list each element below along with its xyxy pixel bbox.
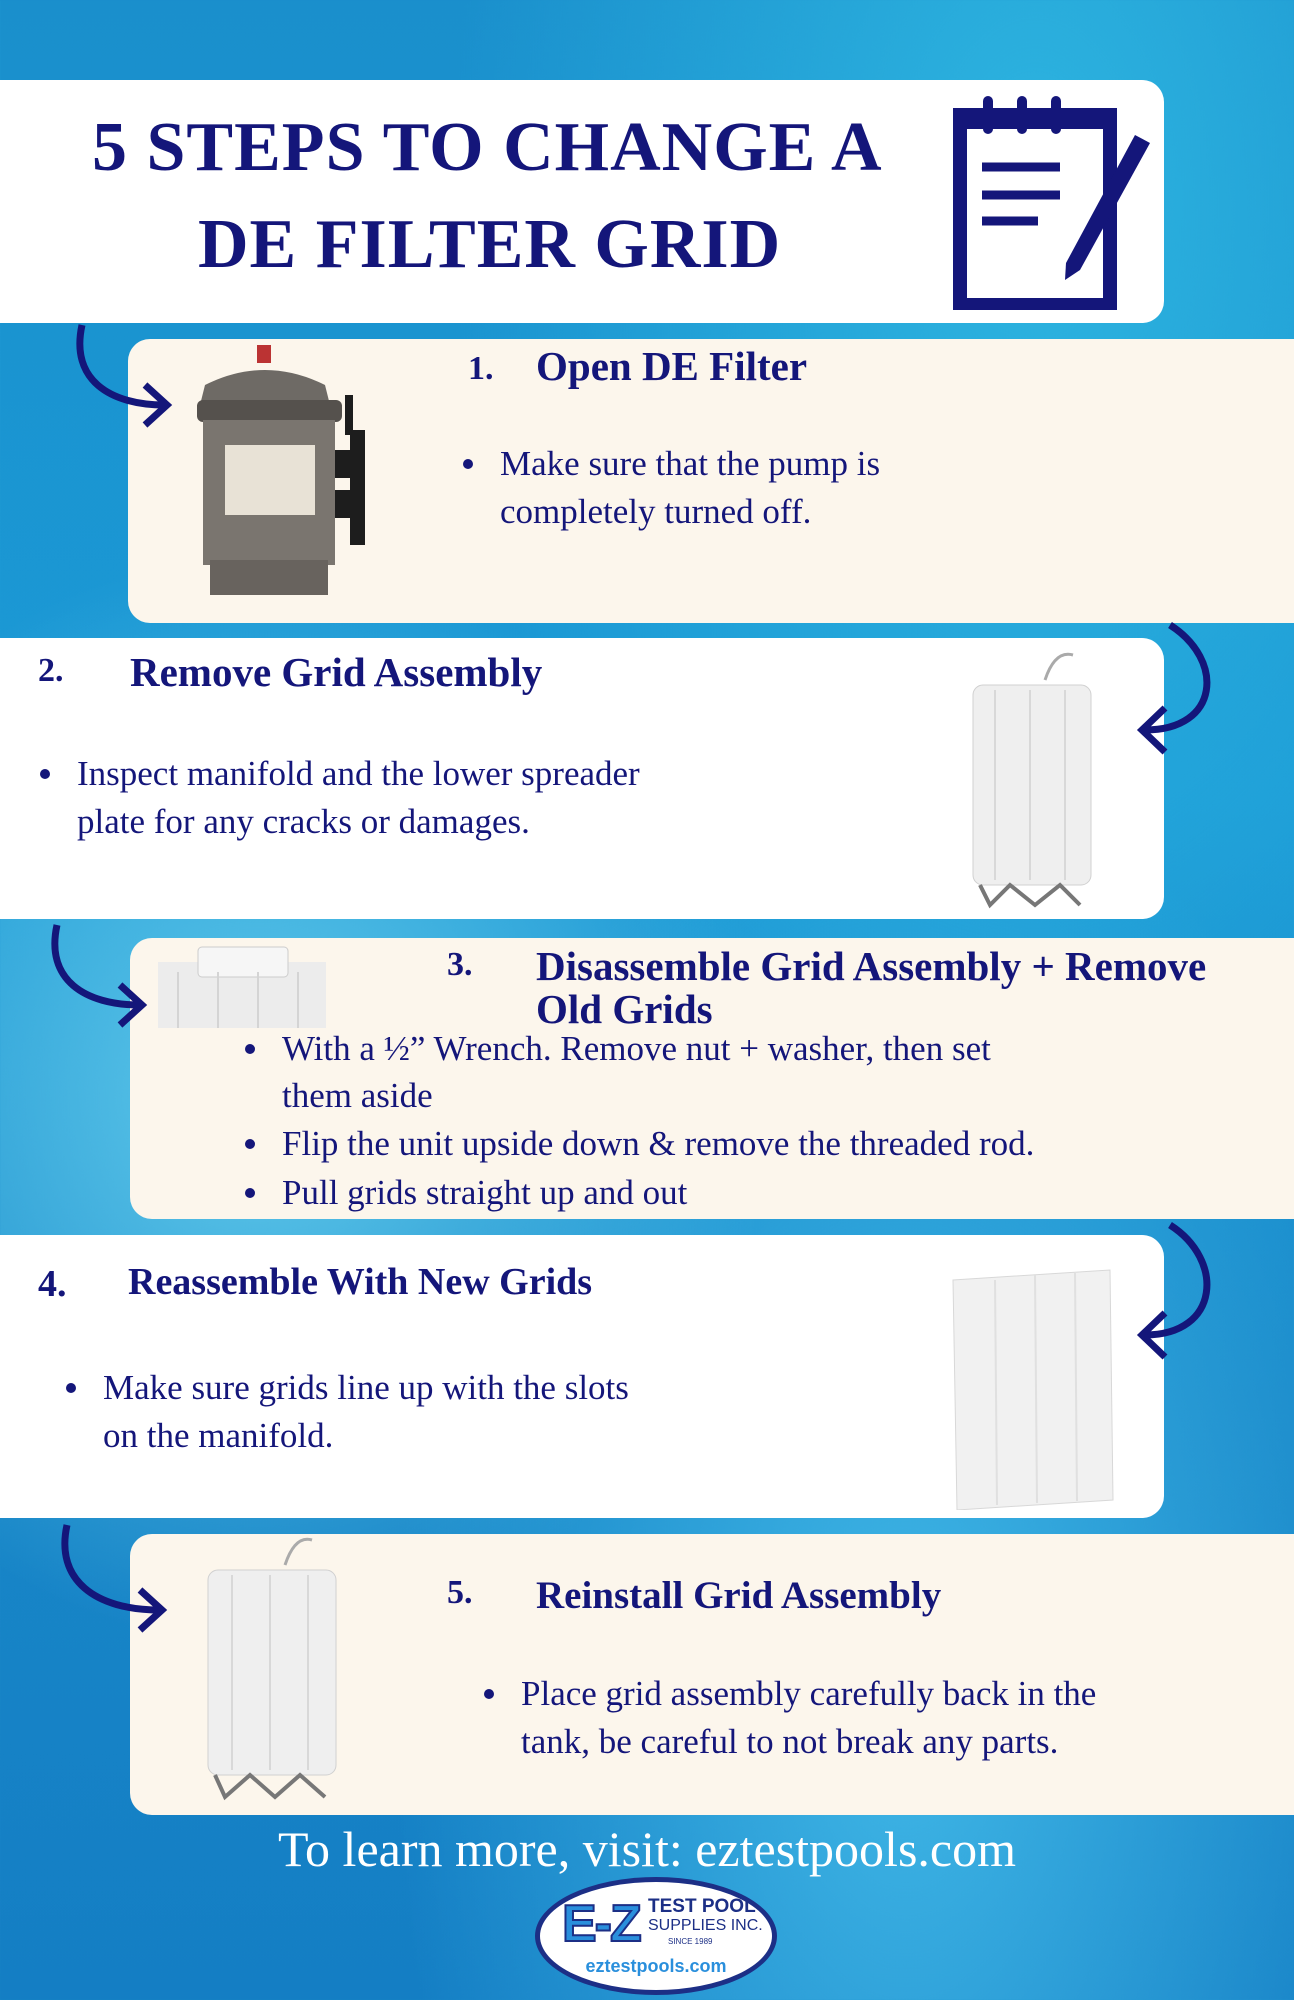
step-5-bullet-line: Place grid assembly carefully back in the: [521, 1674, 1097, 1713]
logo-since: SINCE 1989: [668, 1937, 713, 1946]
logo-url: eztestpools.com: [585, 1956, 727, 1976]
step-4-number: 4.: [38, 1263, 67, 1305]
grid-assembly-image: [200, 1535, 345, 1805]
step-2-number: 2.: [38, 652, 64, 689]
step-4-bullet-line: on the manifold.: [103, 1416, 334, 1455]
step-5-number: 5.: [447, 1574, 473, 1611]
step-2-bullet-line: plate for any cracks or damages.: [77, 802, 530, 841]
step-5-bullet-line: tank, be careful to not break any parts.: [521, 1722, 1059, 1761]
notepad-pencil-icon: [950, 95, 1160, 310]
step-2-heading: Remove Grid Assembly: [130, 649, 543, 695]
bullet-icon: [463, 459, 473, 469]
bullet-icon: [66, 1383, 76, 1393]
curved-arrow-icon: [55, 1520, 175, 1640]
de-filter-tank-image: [185, 345, 385, 600]
logo-mark: E-Z: [562, 1895, 640, 1953]
step-3-heading-line: Disassemble Grid Assembly + Remove: [536, 943, 1207, 989]
step-1-bullet-line: completely turned off.: [500, 492, 812, 531]
step-3-bullet-line: With a ½” Wrench. Remove nut + washer, then set: [282, 1029, 991, 1068]
logo-line1: TEST POOL: [648, 1896, 756, 1917]
step-2-bullet-line: Inspect manifold and the lower spreader: [77, 754, 640, 793]
page-title-line2: DE FILTER GRID: [198, 206, 782, 283]
step-1-bullet-line: Make sure that the pump is: [500, 444, 881, 483]
company-logo[interactable]: [535, 1877, 777, 1995]
bullet-icon: [245, 1188, 255, 1198]
step-3-bullet-line: them aside: [282, 1076, 433, 1115]
page-title-line1: 5 STEPS TO CHANGE A: [92, 109, 883, 186]
curved-arrow-icon: [1130, 620, 1240, 760]
bullet-icon: [40, 769, 50, 779]
step-3-bullet-line: Flip the unit upside down & remove the threaded rod.: [282, 1124, 1035, 1163]
bullet-icon: [245, 1139, 255, 1149]
footer-link-text[interactable]: To learn more, visit: eztestpools.com: [278, 1821, 1016, 1877]
curved-arrow-icon: [70, 320, 180, 430]
logo-line2: SUPPLIES INC.: [648, 1917, 763, 1934]
step-4-bullet-line: Make sure grids line up with the slots: [103, 1368, 629, 1407]
step-1-number: 1.: [468, 350, 494, 387]
curved-arrow-icon: [1130, 1220, 1240, 1370]
bullet-icon: [245, 1044, 255, 1054]
step-5-heading: Reinstall Grid Assembly: [536, 1574, 942, 1617]
manifold-image: [158, 942, 326, 1028]
new-grid-image: [945, 1265, 1120, 1510]
step-3-bullet-line: Pull grids straight up and out: [282, 1173, 688, 1212]
step-3-heading-line: Old Grids: [536, 986, 713, 1032]
grid-assembly-image: [965, 650, 1100, 910]
bullet-icon: [484, 1689, 494, 1699]
step-4-heading: Reassemble With New Grids: [128, 1261, 593, 1303]
step-3-number: 3.: [447, 946, 473, 983]
step-1-heading: Open DE Filter: [536, 343, 808, 389]
curved-arrow-icon: [45, 920, 155, 1035]
